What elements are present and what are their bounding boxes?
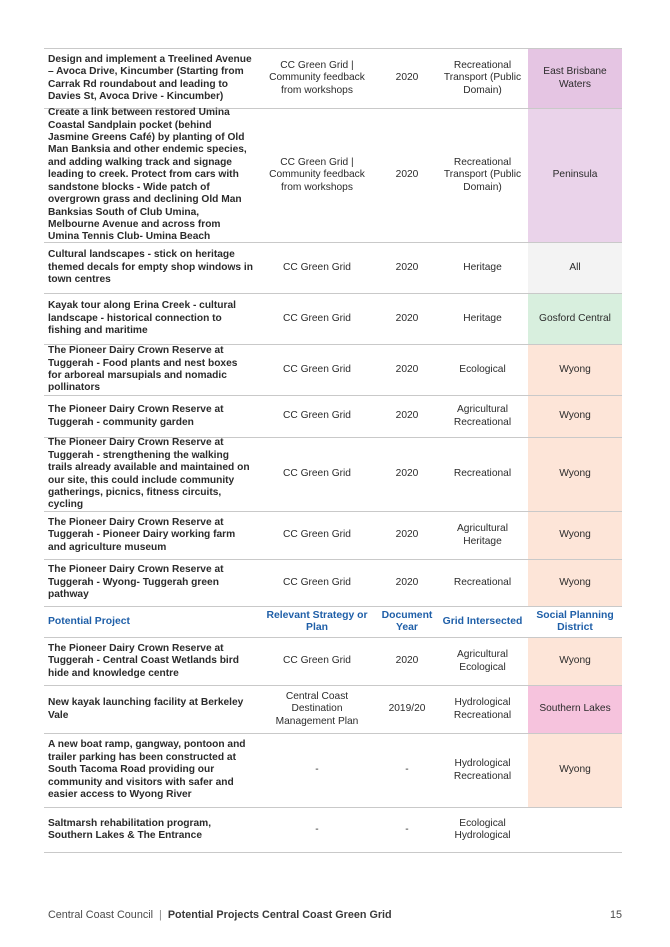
cell-project: Cultural landscapes - stick on heritage themed decals for empty shop windows in town centres bbox=[48, 249, 253, 286]
cell-district: Wyong bbox=[528, 438, 622, 511]
cell-year: 2020 bbox=[395, 468, 419, 480]
cell-district: Peninsula bbox=[528, 109, 622, 242]
cell-strategy: CC Green Grid | Community feedback from workshops bbox=[269, 156, 365, 193]
cell-year: 2020 bbox=[395, 169, 419, 181]
cell-year: 2020 bbox=[395, 312, 419, 324]
cell-project: Design and implement a Treelined Avenue – Avoca Drive, Kincumber (Starting from Carrak Rd roundabout and leading to Davies St, Avoca Drive - Kincumber) bbox=[48, 53, 252, 102]
table-row bbox=[44, 109, 622, 243]
table-row bbox=[44, 512, 622, 560]
table-row bbox=[44, 438, 622, 512]
cell-grid: Heritage bbox=[463, 312, 502, 324]
cell-grid: Hydrological Recreational bbox=[453, 697, 512, 721]
cell-strategy: Central Coast Destination Management Plan bbox=[275, 690, 359, 727]
footer-separator: | bbox=[159, 909, 162, 921]
cell-strategy: CC Green Grid bbox=[283, 312, 351, 324]
table-row bbox=[44, 345, 622, 396]
header-document-year: Document Year bbox=[381, 609, 433, 633]
page-number: 15 bbox=[609, 909, 622, 921]
cell-grid: Agricultural Heritage bbox=[457, 523, 508, 547]
cell-project: Create a link between restored Umina Coastal Sandplain pocket (behind Jasmine Greens Café) by planting of Old Man Banksia and other endemic species, and adding walking track and signage leading to creek. Protect from cars with sandstone blocks - Wide patch of overgrown grass and declining Old Man Banksias South of Club Umina, Melbourne Avenue and across from Umina Tennis Club- Umina Beach bbox=[48, 107, 247, 243]
cell-grid: Recreational bbox=[453, 468, 512, 480]
cell-grid: Recreational bbox=[453, 576, 512, 588]
cell-year: 2020 bbox=[395, 72, 419, 84]
cell-year: 2020 bbox=[395, 576, 419, 588]
cell-strategy: CC Green Grid bbox=[283, 363, 351, 375]
header-social-planning-district: Social Planning District bbox=[536, 609, 614, 633]
page-footer bbox=[48, 909, 622, 921]
cell-project: New kayak launching facility at Berkeley Vale bbox=[48, 697, 244, 721]
cell-project: The Pioneer Dairy Crown Reserve at Tuggerah - strengthening the walking trails already available and maintained on our site, this could include community gatherings, picnics, fitness circuits, cycling bbox=[48, 437, 250, 511]
cell-year: - bbox=[405, 764, 409, 776]
projects-table bbox=[44, 48, 622, 853]
cell-project: The Pioneer Dairy Crown Reserve at Tuggerah - Food plants and nest boxes for arboreal marsupials and nomadic pollinators bbox=[48, 345, 238, 394]
cell-district: Gosford Central bbox=[528, 294, 622, 344]
cell-year: 2020 bbox=[395, 363, 419, 375]
header-relevant-strategy: Relevant Strategy or Plan bbox=[266, 609, 368, 633]
cell-district: Wyong bbox=[528, 512, 622, 559]
cell-project: The Pioneer Dairy Crown Reserve at Tuggerah - Central Coast Wetlands bird hide and knowledge centre bbox=[48, 642, 239, 679]
table-row bbox=[44, 396, 622, 438]
cell-year: 2020 bbox=[395, 410, 419, 422]
cell-year: 2020 bbox=[395, 529, 419, 541]
cell-grid: Ecological bbox=[459, 363, 506, 375]
cell-grid: Hydrological Recreational bbox=[453, 758, 512, 782]
cell-grid: Recreational Transport (Public Domain) bbox=[443, 156, 522, 193]
cell-strategy: CC Green Grid | Community feedback from workshops bbox=[269, 59, 365, 96]
cell-strategy: CC Green Grid bbox=[283, 655, 351, 667]
cell-strategy: - bbox=[315, 764, 319, 776]
cell-grid: Recreational Transport (Public Domain) bbox=[443, 59, 522, 96]
cell-year: 2020 bbox=[395, 655, 419, 667]
table-row bbox=[44, 48, 622, 109]
cell-year: - bbox=[405, 823, 409, 835]
table-row bbox=[44, 560, 622, 607]
header-potential-project: Potential Project bbox=[48, 615, 130, 627]
cell-strategy: CC Green Grid bbox=[283, 261, 351, 273]
cell-strategy: CC Green Grid bbox=[283, 468, 351, 480]
table-row bbox=[44, 686, 622, 734]
footer-doc-title: Potential Projects Central Coast Green Grid bbox=[167, 909, 392, 921]
cell-project: The Pioneer Dairy Crown Reserve at Tuggerah - Wyong- Tuggerah green pathway bbox=[48, 564, 224, 601]
cell-project: Kayak tour along Erina Creek - cultural landscape - historical connection to fishing and maritime bbox=[48, 300, 236, 337]
cell-year: 2020 bbox=[395, 261, 419, 273]
footer-org: Central Coast Council bbox=[48, 909, 154, 921]
cell-strategy: CC Green Grid bbox=[283, 529, 351, 541]
cell-grid: Agricultural Recreational bbox=[453, 404, 512, 428]
cell-strategy: - bbox=[315, 823, 319, 835]
cell-district: Wyong bbox=[528, 345, 622, 395]
table-row bbox=[44, 294, 622, 345]
cell-district: Wyong bbox=[528, 396, 622, 437]
cell-project: The Pioneer Dairy Crown Reserve at Tuggerah - Pioneer Dairy working farm and agriculture museum bbox=[48, 516, 236, 553]
cell-district: Southern Lakes bbox=[528, 686, 622, 733]
cell-district: All bbox=[528, 243, 622, 293]
cell-district: Wyong bbox=[528, 638, 622, 685]
header-grid-intersected: Grid Intersected bbox=[442, 615, 523, 627]
table-header-row bbox=[44, 607, 622, 638]
cell-project: Saltmarsh rehabilitation program, Southern Lakes & The Entrance bbox=[48, 817, 212, 841]
table-row bbox=[44, 808, 622, 853]
cell-year: 2019/20 bbox=[388, 703, 426, 715]
cell-district: Wyong bbox=[528, 734, 622, 807]
table-row bbox=[44, 243, 622, 294]
cell-strategy: CC Green Grid bbox=[283, 576, 351, 588]
cell-district: Wyong bbox=[528, 560, 622, 606]
table-row bbox=[44, 638, 622, 686]
cell-strategy: CC Green Grid bbox=[283, 410, 351, 422]
cell-project: A new boat ramp, gangway, pontoon and trailer parking has been constructed at South Tacoma Road providing our community and visitors with safer and easier access to Wyong River bbox=[48, 739, 246, 801]
cell-district bbox=[528, 808, 622, 852]
cell-project: The Pioneer Dairy Crown Reserve at Tuggerah - community garden bbox=[48, 404, 224, 428]
cell-district: East Brisbane Waters bbox=[528, 49, 622, 108]
cell-grid: Heritage bbox=[463, 261, 502, 273]
cell-grid: Agricultural Ecological bbox=[457, 649, 508, 673]
cell-grid: Ecological Hydrological bbox=[454, 817, 511, 841]
table-row bbox=[44, 734, 622, 808]
